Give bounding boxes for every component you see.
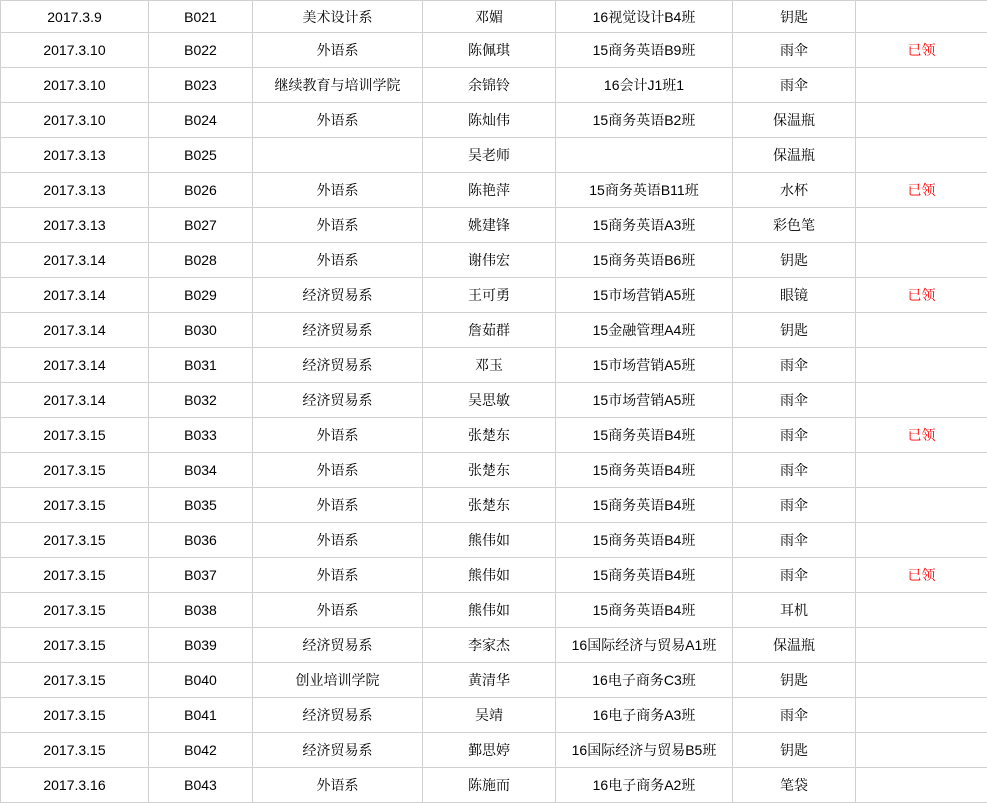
cell-class[interactable]: 15商务英语B4班 bbox=[556, 488, 733, 523]
cell-item[interactable]: 耳机 bbox=[733, 593, 856, 628]
cell-code[interactable]: B042 bbox=[149, 733, 253, 768]
cell-name[interactable]: 张楚东 bbox=[423, 453, 556, 488]
cell-status[interactable]: 已领 bbox=[856, 33, 987, 68]
cell-class[interactable]: 15金融管理A4班 bbox=[556, 313, 733, 348]
cell-code[interactable]: B033 bbox=[149, 418, 253, 453]
cell-class[interactable]: 15商务英语B4班 bbox=[556, 418, 733, 453]
cell-code[interactable]: B029 bbox=[149, 278, 253, 313]
cell-date[interactable]: 2017.3.15 bbox=[1, 418, 149, 453]
cell-date[interactable]: 2017.3.10 bbox=[1, 68, 149, 103]
cell-status[interactable] bbox=[856, 628, 987, 663]
cell-department[interactable]: 外语系 bbox=[253, 453, 423, 488]
cell-name[interactable]: 鄞思婷 bbox=[423, 733, 556, 768]
table-row[interactable] bbox=[1, 103, 987, 138]
cell-name[interactable]: 邓媚 bbox=[423, 1, 556, 33]
cell-code[interactable]: B040 bbox=[149, 663, 253, 698]
table-row[interactable] bbox=[1, 523, 987, 558]
cell-date[interactable]: 2017.3.16 bbox=[1, 768, 149, 803]
cell-status[interactable] bbox=[856, 733, 987, 768]
cell-class[interactable]: 15商务英语B6班 bbox=[556, 243, 733, 278]
cell-date[interactable]: 2017.3.15 bbox=[1, 733, 149, 768]
cell-date[interactable]: 2017.3.9 bbox=[1, 1, 149, 33]
cell-item[interactable]: 雨伞 bbox=[733, 383, 856, 418]
cell-status[interactable] bbox=[856, 768, 987, 803]
cell-department[interactable]: 继续教育与培训学院 bbox=[253, 68, 423, 103]
cell-item[interactable]: 水杯 bbox=[733, 173, 856, 208]
table-row[interactable] bbox=[1, 488, 987, 523]
cell-date[interactable]: 2017.3.14 bbox=[1, 278, 149, 313]
cell-date[interactable]: 2017.3.10 bbox=[1, 33, 149, 68]
cell-department[interactable]: 外语系 bbox=[253, 488, 423, 523]
cell-department[interactable] bbox=[253, 138, 423, 173]
cell-department[interactable]: 外语系 bbox=[253, 33, 423, 68]
table-row[interactable] bbox=[1, 593, 987, 628]
cell-name[interactable]: 吴靖 bbox=[423, 698, 556, 733]
cell-item[interactable]: 彩色笔 bbox=[733, 208, 856, 243]
cell-status[interactable]: 已领 bbox=[856, 418, 987, 453]
cell-class[interactable]: 16国际经济与贸易A1班 bbox=[556, 628, 733, 663]
table-row[interactable] bbox=[1, 663, 987, 698]
cell-name[interactable]: 邓玉 bbox=[423, 348, 556, 383]
cell-name[interactable]: 张楚东 bbox=[423, 418, 556, 453]
cell-class[interactable] bbox=[556, 138, 733, 173]
table-row[interactable] bbox=[1, 243, 987, 278]
cell-code[interactable]: B025 bbox=[149, 138, 253, 173]
cell-class[interactable]: 16电子商务C3班 bbox=[556, 663, 733, 698]
table-row[interactable] bbox=[1, 453, 987, 488]
cell-name[interactable]: 谢伟宏 bbox=[423, 243, 556, 278]
cell-class[interactable]: 15市场营销A5班 bbox=[556, 383, 733, 418]
cell-status[interactable] bbox=[856, 593, 987, 628]
cell-status[interactable] bbox=[856, 383, 987, 418]
table-row[interactable] bbox=[1, 278, 987, 313]
cell-date[interactable]: 2017.3.14 bbox=[1, 348, 149, 383]
cell-department[interactable]: 外语系 bbox=[253, 558, 423, 593]
cell-item[interactable]: 雨伞 bbox=[733, 488, 856, 523]
cell-name[interactable]: 熊伟如 bbox=[423, 593, 556, 628]
cell-class[interactable]: 15商务英语B4班 bbox=[556, 593, 733, 628]
cell-class[interactable]: 16会计J1班1 bbox=[556, 68, 733, 103]
table-row[interactable] bbox=[1, 68, 987, 103]
cell-class[interactable]: 15商务英语A3班 bbox=[556, 208, 733, 243]
cell-name[interactable]: 吴思敏 bbox=[423, 383, 556, 418]
cell-code[interactable]: B034 bbox=[149, 453, 253, 488]
cell-status[interactable] bbox=[856, 1, 987, 33]
cell-class[interactable]: 16视觉设计B4班 bbox=[556, 1, 733, 33]
cell-class[interactable]: 16国际经济与贸易B5班 bbox=[556, 733, 733, 768]
cell-department[interactable]: 经济贸易系 bbox=[253, 733, 423, 768]
cell-department[interactable]: 外语系 bbox=[253, 768, 423, 803]
cell-item[interactable]: 钥匙 bbox=[733, 663, 856, 698]
cell-class[interactable]: 15市场营销A5班 bbox=[556, 348, 733, 383]
cell-name[interactable]: 王可勇 bbox=[423, 278, 556, 313]
table-row[interactable] bbox=[1, 348, 987, 383]
cell-code[interactable]: B023 bbox=[149, 68, 253, 103]
table-row[interactable] bbox=[1, 173, 987, 208]
table-row[interactable] bbox=[1, 313, 987, 348]
cell-name[interactable]: 熊伟如 bbox=[423, 523, 556, 558]
cell-item[interactable]: 眼镜 bbox=[733, 278, 856, 313]
cell-code[interactable]: B037 bbox=[149, 558, 253, 593]
cell-status[interactable] bbox=[856, 698, 987, 733]
cell-date[interactable]: 2017.3.10 bbox=[1, 103, 149, 138]
cell-item[interactable]: 钥匙 bbox=[733, 313, 856, 348]
cell-department[interactable]: 外语系 bbox=[253, 243, 423, 278]
cell-status[interactable]: 已领 bbox=[856, 558, 987, 593]
cell-department[interactable]: 外语系 bbox=[253, 208, 423, 243]
cell-item[interactable]: 雨伞 bbox=[733, 348, 856, 383]
cell-item[interactable]: 雨伞 bbox=[733, 68, 856, 103]
cell-code[interactable]: B038 bbox=[149, 593, 253, 628]
cell-class[interactable]: 16电子商务A3班 bbox=[556, 698, 733, 733]
cell-code[interactable]: B036 bbox=[149, 523, 253, 558]
cell-date[interactable]: 2017.3.15 bbox=[1, 593, 149, 628]
cell-date[interactable]: 2017.3.15 bbox=[1, 663, 149, 698]
cell-class[interactable]: 15市场营销A5班 bbox=[556, 278, 733, 313]
table-row[interactable] bbox=[1, 698, 987, 733]
cell-status[interactable] bbox=[856, 348, 987, 383]
cell-name[interactable]: 陈灿伟 bbox=[423, 103, 556, 138]
cell-status[interactable] bbox=[856, 138, 987, 173]
cell-department[interactable]: 经济贸易系 bbox=[253, 348, 423, 383]
cell-class[interactable]: 15商务英语B4班 bbox=[556, 558, 733, 593]
cell-item[interactable]: 保温瓶 bbox=[733, 103, 856, 138]
cell-status[interactable]: 已领 bbox=[856, 278, 987, 313]
cell-code[interactable]: B043 bbox=[149, 768, 253, 803]
cell-name[interactable]: 陈艳萍 bbox=[423, 173, 556, 208]
cell-department[interactable]: 经济贸易系 bbox=[253, 278, 423, 313]
cell-name[interactable]: 熊伟如 bbox=[423, 558, 556, 593]
cell-status[interactable] bbox=[856, 313, 987, 348]
cell-item[interactable]: 雨伞 bbox=[733, 453, 856, 488]
table-row[interactable] bbox=[1, 1, 987, 33]
cell-department[interactable]: 外语系 bbox=[253, 173, 423, 208]
cell-code[interactable]: B024 bbox=[149, 103, 253, 138]
cell-name[interactable]: 吴老师 bbox=[423, 138, 556, 173]
cell-class[interactable]: 15商务英语B4班 bbox=[556, 453, 733, 488]
cell-status[interactable] bbox=[856, 243, 987, 278]
cell-date[interactable]: 2017.3.15 bbox=[1, 523, 149, 558]
cell-class[interactable]: 16电子商务A2班 bbox=[556, 768, 733, 803]
cell-department[interactable]: 外语系 bbox=[253, 593, 423, 628]
cell-department[interactable]: 外语系 bbox=[253, 418, 423, 453]
cell-department[interactable]: 外语系 bbox=[253, 523, 423, 558]
cell-name[interactable]: 余锦铃 bbox=[423, 68, 556, 103]
cell-name[interactable]: 姚建锋 bbox=[423, 208, 556, 243]
cell-name[interactable]: 李家杰 bbox=[423, 628, 556, 663]
cell-status[interactable] bbox=[856, 488, 987, 523]
cell-class[interactable]: 15商务英语B9班 bbox=[556, 33, 733, 68]
cell-code[interactable]: B031 bbox=[149, 348, 253, 383]
cell-code[interactable]: B032 bbox=[149, 383, 253, 418]
cell-item[interactable]: 钥匙 bbox=[733, 733, 856, 768]
cell-status[interactable]: 已领 bbox=[856, 173, 987, 208]
cell-code[interactable]: B021 bbox=[149, 1, 253, 33]
cell-item[interactable]: 钥匙 bbox=[733, 243, 856, 278]
cell-name[interactable]: 黄清华 bbox=[423, 663, 556, 698]
table-row[interactable] bbox=[1, 628, 987, 663]
cell-date[interactable]: 2017.3.13 bbox=[1, 208, 149, 243]
cell-code[interactable]: B035 bbox=[149, 488, 253, 523]
records-table-body bbox=[1, 1, 987, 803]
cell-date[interactable]: 2017.3.15 bbox=[1, 488, 149, 523]
cell-status[interactable] bbox=[856, 103, 987, 138]
cell-status[interactable] bbox=[856, 208, 987, 243]
cell-date[interactable]: 2017.3.15 bbox=[1, 698, 149, 733]
cell-date[interactable]: 2017.3.14 bbox=[1, 313, 149, 348]
cell-status[interactable] bbox=[856, 523, 987, 558]
cell-status[interactable] bbox=[856, 663, 987, 698]
cell-department[interactable]: 经济贸易系 bbox=[253, 628, 423, 663]
cell-class[interactable]: 15商务英语B2班 bbox=[556, 103, 733, 138]
cell-date[interactable]: 2017.3.15 bbox=[1, 558, 149, 593]
cell-name[interactable]: 陈施而 bbox=[423, 768, 556, 803]
cell-item[interactable]: 笔袋 bbox=[733, 768, 856, 803]
table-row[interactable] bbox=[1, 768, 987, 803]
cell-class[interactable]: 15商务英语B11班 bbox=[556, 173, 733, 208]
cell-date[interactable]: 2017.3.15 bbox=[1, 628, 149, 663]
table-row[interactable] bbox=[1, 733, 987, 768]
cell-class[interactable]: 15商务英语B4班 bbox=[556, 523, 733, 558]
cell-code[interactable]: B030 bbox=[149, 313, 253, 348]
cell-code[interactable]: B028 bbox=[149, 243, 253, 278]
cell-department[interactable]: 经济贸易系 bbox=[253, 313, 423, 348]
cell-item[interactable]: 雨伞 bbox=[733, 698, 856, 733]
cell-item[interactable]: 雨伞 bbox=[733, 418, 856, 453]
cell-department[interactable]: 经济贸易系 bbox=[253, 383, 423, 418]
cell-item[interactable]: 保温瓶 bbox=[733, 138, 856, 173]
cell-name[interactable]: 陈佩琪 bbox=[423, 33, 556, 68]
cell-item[interactable]: 雨伞 bbox=[733, 558, 856, 593]
cell-department[interactable]: 经济贸易系 bbox=[253, 698, 423, 733]
cell-date[interactable]: 2017.3.14 bbox=[1, 243, 149, 278]
cell-date[interactable]: 2017.3.13 bbox=[1, 173, 149, 208]
cell-name[interactable]: 张楚东 bbox=[423, 488, 556, 523]
cell-item[interactable]: 保温瓶 bbox=[733, 628, 856, 663]
cell-department[interactable]: 创业培训学院 bbox=[253, 663, 423, 698]
cell-status[interactable] bbox=[856, 453, 987, 488]
cell-item[interactable]: 雨伞 bbox=[733, 523, 856, 558]
cell-date[interactable]: 2017.3.15 bbox=[1, 453, 149, 488]
cell-code[interactable]: B039 bbox=[149, 628, 253, 663]
cell-item[interactable]: 雨伞 bbox=[733, 33, 856, 68]
table-row[interactable] bbox=[1, 418, 987, 453]
cell-code[interactable]: B026 bbox=[149, 173, 253, 208]
table-row[interactable] bbox=[1, 33, 987, 68]
cell-date[interactable]: 2017.3.13 bbox=[1, 138, 149, 173]
table-row[interactable] bbox=[1, 558, 987, 593]
cell-department[interactable]: 外语系 bbox=[253, 103, 423, 138]
cell-code[interactable]: B027 bbox=[149, 208, 253, 243]
cell-status[interactable] bbox=[856, 68, 987, 103]
table-row[interactable] bbox=[1, 208, 987, 243]
cell-code[interactable]: B022 bbox=[149, 33, 253, 68]
table-row[interactable] bbox=[1, 383, 987, 418]
cell-department[interactable]: 美术设计系 bbox=[253, 1, 423, 33]
cell-name[interactable]: 詹茹群 bbox=[423, 313, 556, 348]
cell-item[interactable]: 钥匙 bbox=[733, 1, 856, 33]
cell-code[interactable]: B041 bbox=[149, 698, 253, 733]
table-row[interactable] bbox=[1, 138, 987, 173]
cell-date[interactable]: 2017.3.14 bbox=[1, 383, 149, 418]
